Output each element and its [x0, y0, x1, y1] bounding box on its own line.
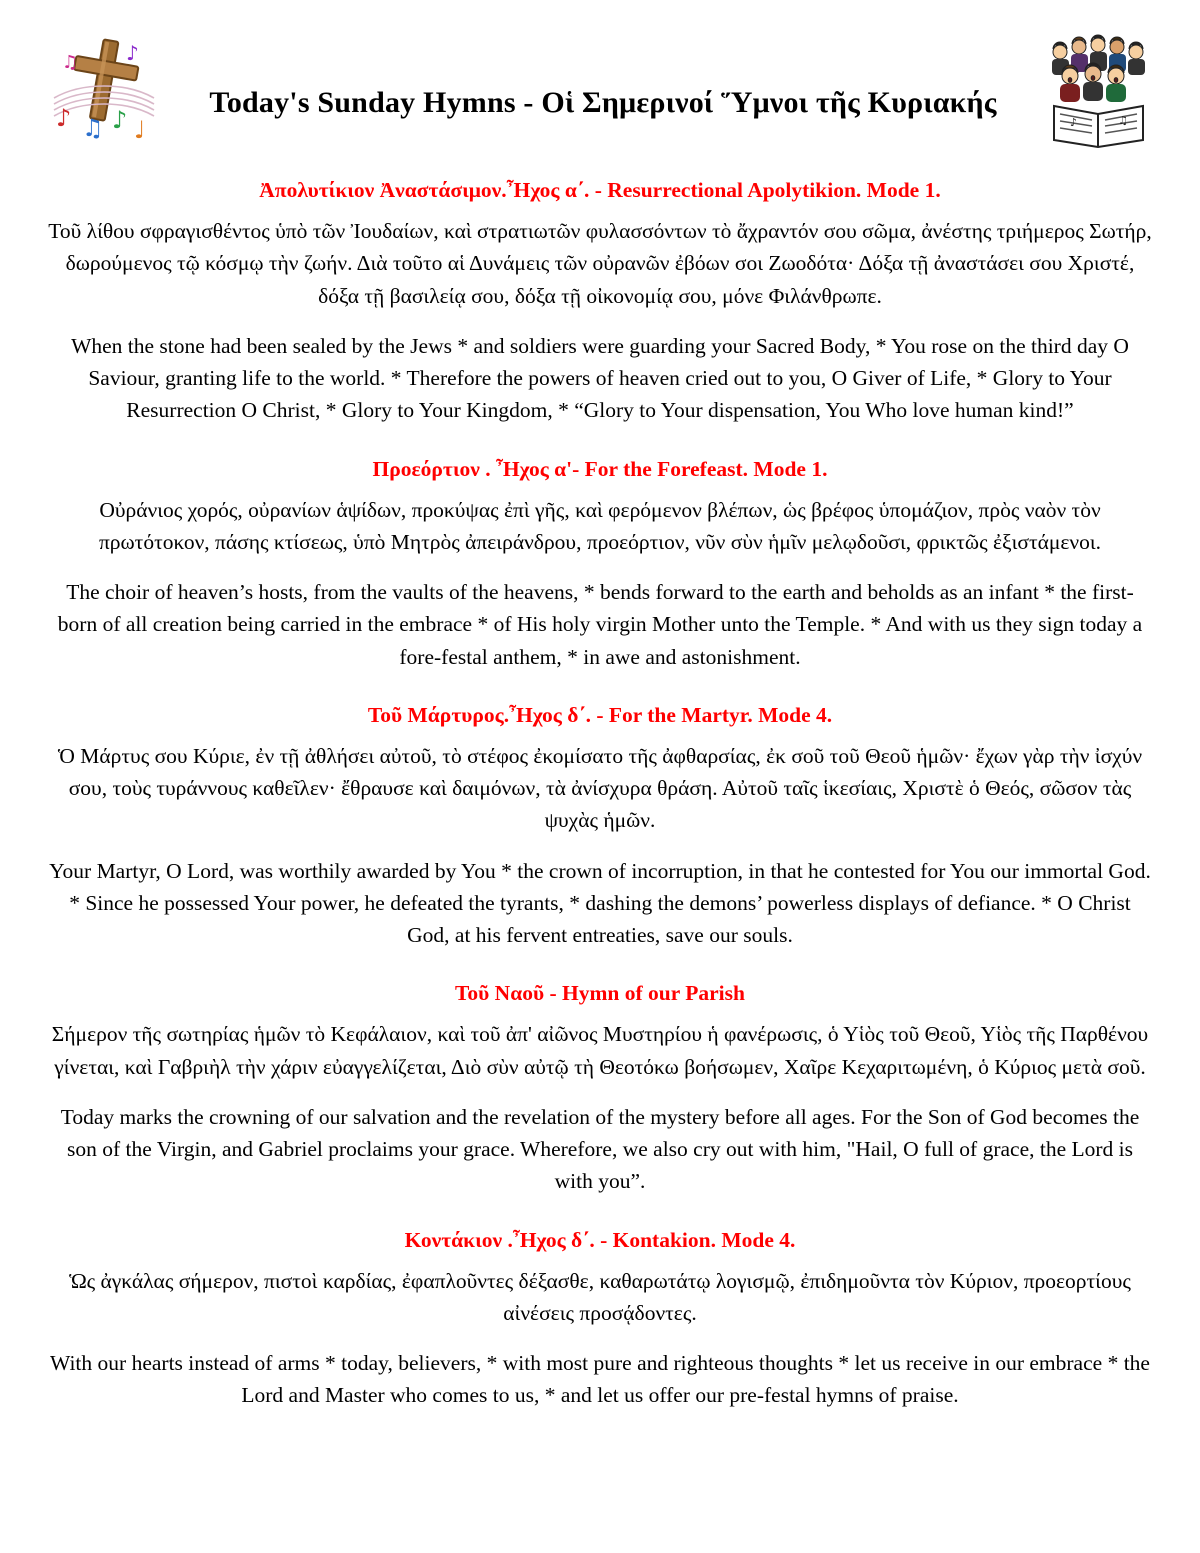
hymn-heading: Τοῦ Μάρτυρος.Ἦχος δ΄. - For the Martyr. Mode 4. — [367, 702, 833, 727]
section-kontakion — [44, 1228, 1156, 1412]
hymn-heading: Τοῦ Ναοῦ - Hymn of our Parish — [455, 981, 745, 1006]
hymn-greek-text: Τοῦ λίθου σφραγισθέντος ὑπὸ τῶν Ἰουδαίων, καὶ στρατιωτῶν φυλασσόντων τὸ ἄχραντόν σου σῶμα, ἀνέστης τριήμερος Σωτήρ, δωρούμενος τῷ κόσμῳ τὴν ζωήν. Διὰ τοῦτο αἱ Δυνάμεις τῶν οὐρανῶν ἐβόων σοι Ζωοδότα· Δόξα τῇ ἀναστάσει σου Χριστέ, δόξα τῇ βασιλείᾳ σου, δόξα τῇ οἰκονομίᾳ σου, μόνε Φιλάνθρωπε. — [48, 219, 1152, 308]
hymn-greek-text: Οὐράνιος χορός, οὐρανίων ἁψίδων, προκύψας ἐπὶ γῆς, καὶ φερόμενον βλέπων, ὡς βρέφος ὑπομάζιον, πρὸς ναὸν τὸν πρωτότοκον, πάσης κτίσεως, ὑπὸ Μητρὸς ἀπειράνδρου, προεόρτιον, νῦν σὺν ἡμῖν μελῳδοῦσι, φρικτῶς ἐξιστάμενοι. — [98, 497, 1102, 554]
choir-singing-icon — [1046, 34, 1158, 148]
hymn-english-text: With our hearts instead of arms * today, believers, * with most pure and righteous thoughts * let us receive in our embrace * the Lord and Master who comes to us, * and let us offer our pre-festal hymns of praise. — [50, 1351, 1150, 1408]
hymns-content — [0, 178, 1200, 1412]
hymn-english-text: Your Martyr, O Lord, was worthily awarded by You * the crown of incorruption, in that he contested for You our immortal God. * Since he possessed Your power, he defeated the tyrants, * dashing the demons’ powerless displays of defiance. * O Christ God, at his fervent entreaties, save our souls. — [49, 858, 1151, 947]
svg-text:♫: ♫ — [62, 52, 79, 73]
hymn-heading: Προεόρτιον . Ἦχος α'- For the Forefeast. Mode 1. — [372, 456, 828, 481]
section-forefeast — [44, 457, 1156, 673]
svg-text:♩: ♩ — [134, 116, 146, 144]
svg-text:♪: ♪ — [56, 104, 72, 132]
page-title: Today's Sunday Hymns - Οἱ Σημερινοί Ὕμνοι τῆς Κυριακής — [209, 86, 997, 119]
svg-text:♪: ♪ — [112, 106, 128, 134]
hymn-greek-text: Ὡς ἀγκάλας σήμερον, πιστοὶ καρδίας, ἐφαπλοῦντες δέξασθε, καθαρωτάτῳ λογισμῷ, ἐπιδημοῦντα τὸν Κύριον, προεορτίους αἰνέσεις προσᾴδοντες. — [69, 1268, 1131, 1325]
svg-text:♫: ♫ — [82, 114, 104, 142]
hymn-greek-text: Σήμερον τῆς σωτηρίας ἡμῶν τὸ Κεφάλαιον, καὶ τοῦ ἀπ' αἰῶνος Μυστηρίου ἡ φανέρωσις, ὁ Υἱὸς τοῦ Θεοῦ, Υἱὸς τῆς Παρθένου γίνεται, καὶ Γαβριὴλ τὴν χάριν εὐαγγελίζεται, Διὸ σὺν αὐτῷ τὴ Θεοτόκω βοήσωμεν, Χαῖρε Κεχαριτωμένη, ὁ Κύριος μετὰ σοῦ. — [51, 1022, 1149, 1079]
section-resurrectional-apolytikion — [44, 178, 1156, 427]
hymn-english-text: The choir of heaven’s hosts, from the vaults of the heavens, * bends forward to the earth and beholds as an infant * the first-born of all creation being carried in the embrace * of His holy virgin Mother unto the Temple. * And with us they sign today a fore-festal anthem, * in awe and astonishment. — [57, 580, 1143, 669]
svg-text:♫: ♫ — [1118, 114, 1128, 127]
hymn-heading: Κοντάκιον .Ἦχος δ΄. - Kontakion. Mode 4. — [404, 1227, 796, 1252]
hymn-english-text: When the stone had been sealed by the Jews * and soldiers were guarding your Sacred Body, * You rose on the third day O Saviour, granting life to the world. * Therefore the powers of heaven cried out to you, O Giver of Life, * Glory to Your Resurrection O Christ, * Glory to Your Kingdom, * “Glory to Your dispensation, You Who love human kind!” — [71, 333, 1129, 423]
svg-text:♪: ♪ — [126, 41, 139, 65]
svg-text:♪: ♪ — [1070, 116, 1078, 129]
section-martyr — [44, 703, 1156, 952]
section-parish-hymn — [44, 981, 1156, 1197]
hymn-heading: Ἀπολυτίκιον Ἀναστάσιμον.Ἦχος α΄. - Resurrectional Apolytikion. Mode 1. — [259, 178, 941, 202]
document-header — [0, 0, 1200, 148]
hymn-greek-text: Ὁ Μάρτυς σου Κύριε, ἐν τῇ ἀθλήσει αὐτοῦ, τὸ στέφος ἐκομίσατο τῆς ἀφθαρσίας, ἐκ σοῦ τοῦ Θεοῦ ἡμῶν· ἔχων γὰρ τὴν ἰσχύν σου, τοὺς τυράννους καθεῖλεν· ἔθραυσε καὶ δαιμόνων, τὰ ἀνίσχυρα θράση. Αὐτοῦ ταῖς ἱκεσίαις, Χριστὲ ὁ Θεός, σῶσον τὰς ψυχὰς ἡμῶν. — [57, 743, 1143, 833]
hymn-english-text: Today marks the crowning of our salvation and the revelation of the mystery before all ages. For the Son of God becomes the son of the Virgin, and Gabriel proclaims your grace. Wherefore, we also cry out with him, "Hail, O full of grace, the Lord is with you”. — [60, 1104, 1140, 1194]
cross-music-notes-icon — [48, 34, 160, 148]
